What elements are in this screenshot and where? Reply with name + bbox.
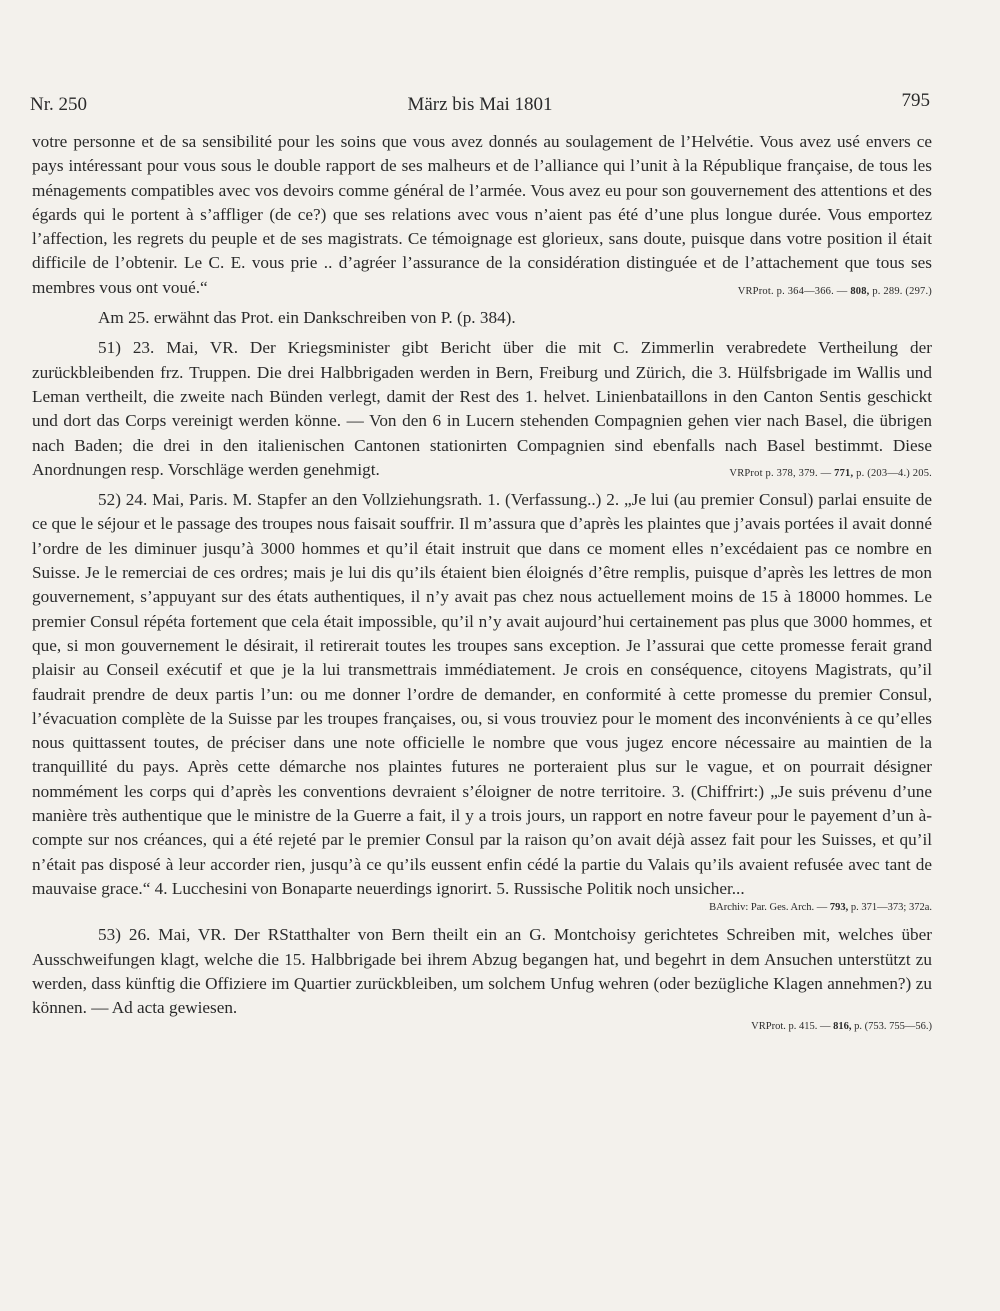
paragraph-text: 53) 26. Mai, VR. Der RStatthalter von Bern theilt ein an G. Montchoisy gerichtetes Schreiben mit, welches über Ausschweifungen klagt, welche die 15. Halbbrigade bei ihrem Abzug begangen hat, und begehrt in dem Ansuchen unterstützt zu werden, dass künftig die Offiziere im Quartier zurückbleiben, um solchem Unfug wehren (oder bezügliche Klagen annehmen?) zu können. — Ad acta gewiesen. <box>32 925 932 1018</box>
paragraph-text: 51) 23. Mai, VR. Der Kriegsminister gibt Bericht über die mit C. Zimmerlin verabredete Vertheilung der zurückbleibenden frz. Truppen. Die drei Halbbrigaden werden in Bern, Freiburg und Zürich, die 3. Hülfsbrigade im Wallis und Leman vertheilt, die zweite nach Bünden verlegt, damit der Rest des 1. helvet. Linienbataillons in den Canton Sentis geschickt und dort das Corps vereinigt werden könne. — Von den 6 in Lucern stehenden Compagnien gehen vier nach Basel, die übrigen nach Baden; die drei in den italienischen Cantonen stationirten Compagnien sind ebenfalls nach Basel bestimmt. Diese Anordnungen resp. Vorschläge werden genehmigt. <box>32 338 932 479</box>
paragraph-text: Am 25. erwähnt das Prot. ein Dankschreiben von P. (p. 384). <box>98 308 516 328</box>
paragraph-intro <box>32 130 932 300</box>
paragraph-text: votre personne et de sa sensibilité pour les soins que vous avez donnés au soulagement de l’Helvétie. Vous avez usé envers ce pays intéressant pour vous sous le double rapport de ses malheurs et de l’alliance qui l’unit à la République française, de tous les ménagements compatibles avec vos devoirs comme général de l’armée. Vous avez eu pour son gouvernement des attentions et des égards qui le portent à s’affliger (de ce?) que ses relations avec vous n’aient pas été d’une plus longue durée. Vous emportez l’affection, les regrets du peuple et de ses magistrats. Ce témoignage est glorieux, sans doute, puisque dans votre position il était difficile de l’obtenir. Le C. E. vous prie .. d’agréer l’assurance de la considération distinguée et de l’attachement que tous ses membres vous ont voué.“ <box>32 132 932 297</box>
document-number: Nr. 250 <box>30 94 87 115</box>
entry-52 <box>32 488 932 901</box>
page-body <box>32 130 932 1036</box>
source-reference: BArchiv: Par. Ges. Arch. — 793, p. 371—373; 372a. <box>709 902 932 914</box>
paragraph-text: 52) 24. Mai, Paris. M. Stapfer an den Vollziehungsrath. 1. (Verfassung..) 2. „Je lui (au premier Consul) parlai ensuite de ce que le séjour et le passage des troupes nous faisait souffrir. Il m’assura que d’après les plaintes que j’avais portées il avait donné l’ordre de les diminuer jusqu’à 3000 hommes et qu’il était instruit que dans ce moment elles n’excédaient pas ce nombre en Suisse. Je le remerciai de ces ordres; mais je lui dis qu’ils étaient bien éloignés d’être remplis, puisque d’après les lettres de mon gouvernement, s’appuyant sur des états authentiques, il n’y avait pas chez nous actuellement moins de 15 à 18000 hommes. Le premier Consul répéta fortement que cela était impossible, qu’il n’y avait aujourd’hui certainement pas plus que 3000 hommes, et que, si mon gouvernement le désirait, il retirerait toutes les troupes sans exception. Je l’assurai que cette promesse ferait grand plaisir au Conseil exécutif et que je la lui transmettrais immédiatement. Je crois en conséquence, citoyens Magistrats, qu’il faudrait prendre de deux partis l’un: ou me donner l’ordre de demander, en conformité à cette promesse du premier Consul, l’évacuation complète de la Suisse par les troupes françaises, ou, si vous trouviez pour le moment des inconvénients à ce qu’elles nous quittassent toutes, de préciser dans une note officielle le nombre que vous jugez encore nécessaire au maintien de la tranquillité du pays. Après cette démarche nos plaintes futures ne porteraient plus sur le vague, et on pourrait désigner nommément les corps qui d’après les conventions devraient s’éloigner de notre territoire. 3. (Chiffrirt:) „Je suis prévenu d’une manière très authentique que le ministre de la Guerre a fait, il y a trois jours, un rapport en notre faveur pour le payement d’un à-compte sur nos créances, qui a été rejeté par le premier Consul par la raison qu’on avait déjà assez fait pour les Suisses, et qu’il n’était pas disposé à leur accorder rien, jusqu’à ce qu’ils eussent enfin cédé la partie du Valais qu’ils avaient refusée avec tant de mauvaise grace.“ 4. Lucchesini von Bonaparte neuerdings ignorirt. 5. Russische Politik noch unsicher... <box>32 490 932 898</box>
page-header <box>30 90 930 124</box>
page-title: März bis Mai 1801 <box>407 94 553 115</box>
entry-51 <box>32 336 932 482</box>
page-number: 795 <box>901 90 930 111</box>
paragraph-note <box>32 306 932 330</box>
entry-53 <box>32 923 932 1020</box>
source-reference: VRProt. p. 364—366. — 808, p. 289. (297.) <box>737 285 932 297</box>
source-reference: VRProt p. 378, 379. — 771, p. (203—4.) 205. <box>729 467 932 479</box>
source-reference: VRProt. p. 415. — 816, p. (753. 755—56.) <box>751 1021 932 1033</box>
